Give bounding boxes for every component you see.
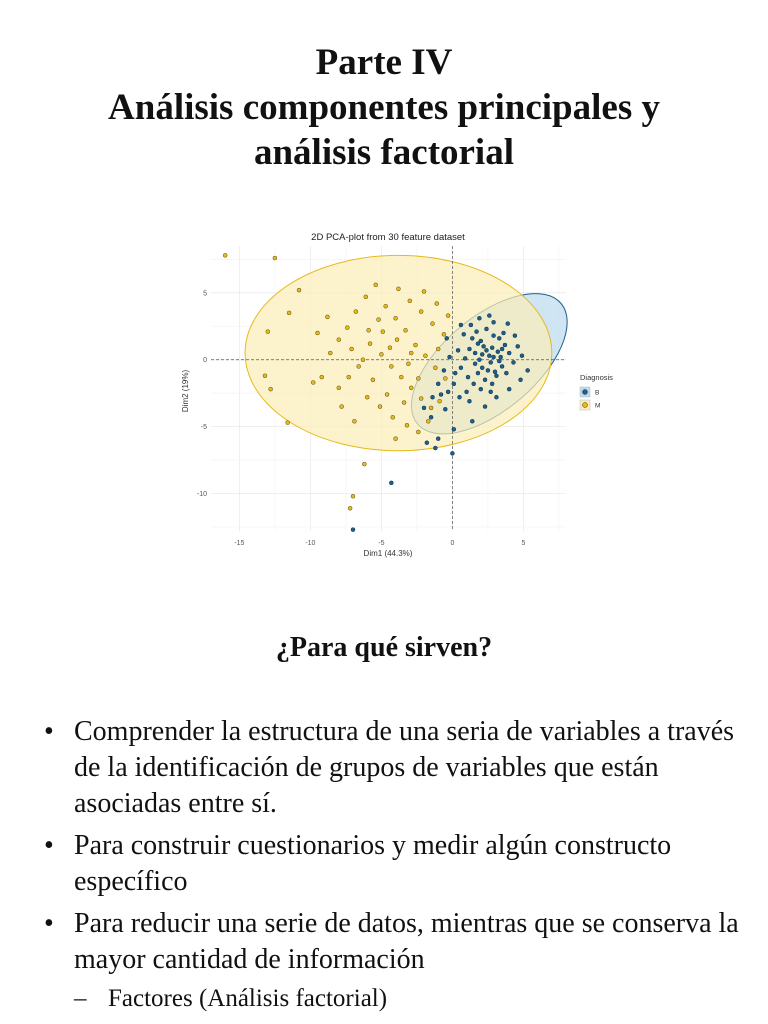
bullet-text: Comprender la estructura de una seria de variables a través de la identificación de grupos de variables que están asociadas entre sí. (74, 716, 735, 819)
x-tick-label: 0 (450, 540, 455, 547)
sub-bullet-text: Factores (Análisis factorial) (108, 985, 388, 1012)
title-line-2: Análisis componentes principales y (108, 87, 660, 128)
data-point (490, 346, 494, 350)
data-point (340, 405, 344, 409)
data-point (446, 314, 450, 318)
ellipse-m (245, 255, 552, 450)
data-point (493, 370, 497, 374)
list-item (40, 906, 740, 978)
data-point (473, 362, 477, 366)
data-point (409, 351, 413, 355)
section-heading: ¿Para qué sirven? (275, 632, 493, 663)
data-point (504, 371, 508, 375)
data-point (337, 386, 341, 390)
bullet-marker: • (44, 716, 54, 747)
data-point (439, 393, 443, 397)
data-point (465, 390, 469, 394)
data-point (453, 371, 457, 375)
data-point (443, 407, 447, 411)
legend-entry-label: M (595, 402, 601, 410)
y-tick-label: -5 (200, 424, 207, 432)
data-point (379, 352, 383, 356)
data-point (287, 311, 291, 315)
bullet-text: Para reducir una serie de datos, mientras que se conserva la mayor cantidad de información (74, 908, 739, 975)
y-tick-label: -10 (196, 491, 207, 499)
data-point (328, 351, 332, 355)
data-point (462, 332, 466, 336)
data-point (477, 358, 481, 362)
data-point (446, 390, 450, 394)
data-point (442, 368, 446, 372)
data-point (484, 327, 488, 331)
legend-key-point (583, 390, 588, 395)
data-point (436, 382, 440, 386)
data-point (456, 348, 460, 352)
data-point (429, 406, 433, 410)
data-point (483, 405, 487, 409)
data-point (347, 375, 351, 379)
legend-title: Diagnosis (580, 373, 613, 382)
data-point (352, 419, 356, 423)
data-point (436, 437, 440, 441)
data-point (507, 351, 511, 355)
data-point (381, 330, 385, 334)
data-point (476, 371, 480, 375)
data-point (490, 382, 494, 386)
data-point (445, 336, 449, 340)
data-point (422, 289, 426, 293)
data-point (337, 338, 341, 342)
data-point (458, 395, 462, 399)
data-point (494, 395, 498, 399)
data-point (477, 316, 481, 320)
data-point (506, 322, 510, 326)
data-point (396, 287, 400, 291)
data-point (394, 437, 398, 441)
bullet-list (40, 714, 740, 1014)
y-tick-label: 5 (203, 290, 207, 298)
data-point (433, 446, 437, 450)
title-line-1: Parte IV (315, 42, 453, 83)
data-point (450, 451, 454, 455)
data-point (448, 355, 452, 359)
x-tick-label: -5 (378, 540, 385, 547)
data-point (452, 427, 456, 431)
data-point (497, 336, 501, 340)
y-axis-label: Dim2 (19%) (181, 369, 190, 413)
data-point (503, 343, 507, 347)
data-point (443, 376, 447, 380)
data-point (402, 401, 406, 405)
data-point (507, 387, 511, 391)
pca-chart-svg (176, 226, 626, 566)
data-point (357, 364, 361, 368)
data-point (419, 310, 423, 314)
data-point (497, 359, 501, 363)
data-point (422, 406, 426, 410)
data-point (367, 328, 371, 332)
data-point (463, 356, 467, 360)
data-point (526, 368, 530, 372)
legend-entry-label: B (595, 389, 600, 397)
data-point (482, 344, 486, 348)
data-point (492, 320, 496, 324)
x-tick-label: -15 (234, 540, 245, 547)
data-point (511, 360, 515, 364)
data-point (365, 395, 369, 399)
data-point (348, 506, 352, 510)
data-point (431, 395, 435, 399)
data-point (516, 344, 520, 348)
data-point (459, 366, 463, 370)
data-point (487, 354, 491, 358)
data-point (433, 366, 437, 370)
data-point (487, 314, 491, 318)
data-point (435, 302, 439, 306)
data-point (320, 375, 324, 379)
data-point (223, 253, 227, 257)
data-point (502, 331, 506, 335)
data-point (391, 415, 395, 419)
data-point (354, 310, 358, 314)
data-point (479, 387, 483, 391)
data-point (500, 364, 504, 368)
data-point (368, 342, 372, 346)
data-point (483, 378, 487, 382)
data-point (377, 318, 381, 322)
data-point (475, 330, 479, 334)
data-point (345, 326, 349, 330)
data-point (426, 419, 430, 423)
data-point (492, 355, 496, 359)
data-point (472, 382, 476, 386)
data-point (499, 355, 503, 359)
data-point (467, 347, 471, 351)
data-point (388, 346, 392, 350)
data-point (442, 332, 446, 336)
data-point (494, 374, 498, 378)
data-point (389, 481, 393, 485)
data-point (378, 405, 382, 409)
data-point (484, 348, 488, 352)
data-point (351, 528, 355, 532)
data-point (413, 343, 417, 347)
data-point (513, 334, 517, 338)
data-point (416, 430, 420, 434)
bullet-text: Para construir cuestionarios y medir algún constructo específico (74, 830, 672, 897)
data-point (394, 316, 398, 320)
legend (580, 373, 613, 410)
data-point (325, 315, 329, 319)
data-point (311, 380, 315, 384)
data-point (500, 347, 504, 351)
data-point (467, 399, 471, 403)
data-point (362, 462, 366, 466)
list-item (40, 828, 740, 900)
data-point (431, 322, 435, 326)
data-point (409, 386, 413, 390)
data-point (395, 338, 399, 342)
data-point (351, 494, 355, 498)
data-point (385, 393, 389, 397)
y-tick-label: 0 (203, 357, 207, 365)
data-point (286, 421, 290, 425)
title-line-3: análisis factorial (253, 132, 514, 173)
data-point (399, 375, 403, 379)
data-point (404, 328, 408, 332)
data-point (273, 256, 277, 260)
legend-key-point (583, 403, 588, 408)
data-point (266, 330, 270, 334)
data-point (486, 368, 490, 372)
data-point (384, 304, 388, 308)
data-point (416, 376, 420, 380)
bullet-marker: • (44, 908, 54, 939)
x-axis-label: Dim1 (44.3%) (363, 549, 413, 558)
sub-list-item (74, 984, 740, 1014)
data-point (496, 350, 500, 354)
data-point (350, 347, 354, 351)
data-point (489, 360, 493, 364)
data-point (480, 352, 484, 356)
data-point (470, 336, 474, 340)
data-point (466, 375, 470, 379)
data-point (492, 334, 496, 338)
data-point (473, 351, 477, 355)
data-point (436, 347, 440, 351)
data-point (419, 397, 423, 401)
data-point (297, 288, 301, 292)
data-point (406, 362, 410, 366)
x-tick-label: 5 (521, 540, 526, 547)
data-point (438, 399, 442, 403)
data-point (408, 299, 412, 303)
data-point (405, 423, 409, 427)
data-point (470, 419, 474, 423)
data-point (269, 387, 273, 391)
y-tick-labels (197, 290, 207, 498)
sub-bullet-marker: – (74, 985, 87, 1012)
data-point (389, 364, 393, 368)
x-tick-label: -10 (305, 540, 316, 547)
slide-title (0, 40, 768, 175)
data-point (374, 283, 378, 287)
chart-title: 2D PCA-plot from 30 feature dataset (311, 232, 465, 243)
data-point (425, 441, 429, 445)
data-point (364, 295, 368, 299)
x-tick-labels (234, 540, 525, 547)
data-point (429, 415, 433, 419)
list-item (40, 714, 740, 822)
data-point (423, 354, 427, 358)
data-point (263, 374, 267, 378)
bullet-marker: • (44, 830, 54, 861)
pca-chart (176, 226, 626, 566)
data-point (371, 378, 375, 382)
data-point (459, 323, 463, 327)
data-point (489, 390, 493, 394)
data-point (469, 323, 473, 327)
data-point (476, 342, 480, 346)
data-point (452, 382, 456, 386)
data-point (480, 366, 484, 370)
data-point (519, 378, 523, 382)
data-point (316, 331, 320, 335)
data-point (361, 358, 365, 362)
data-point (520, 354, 524, 358)
